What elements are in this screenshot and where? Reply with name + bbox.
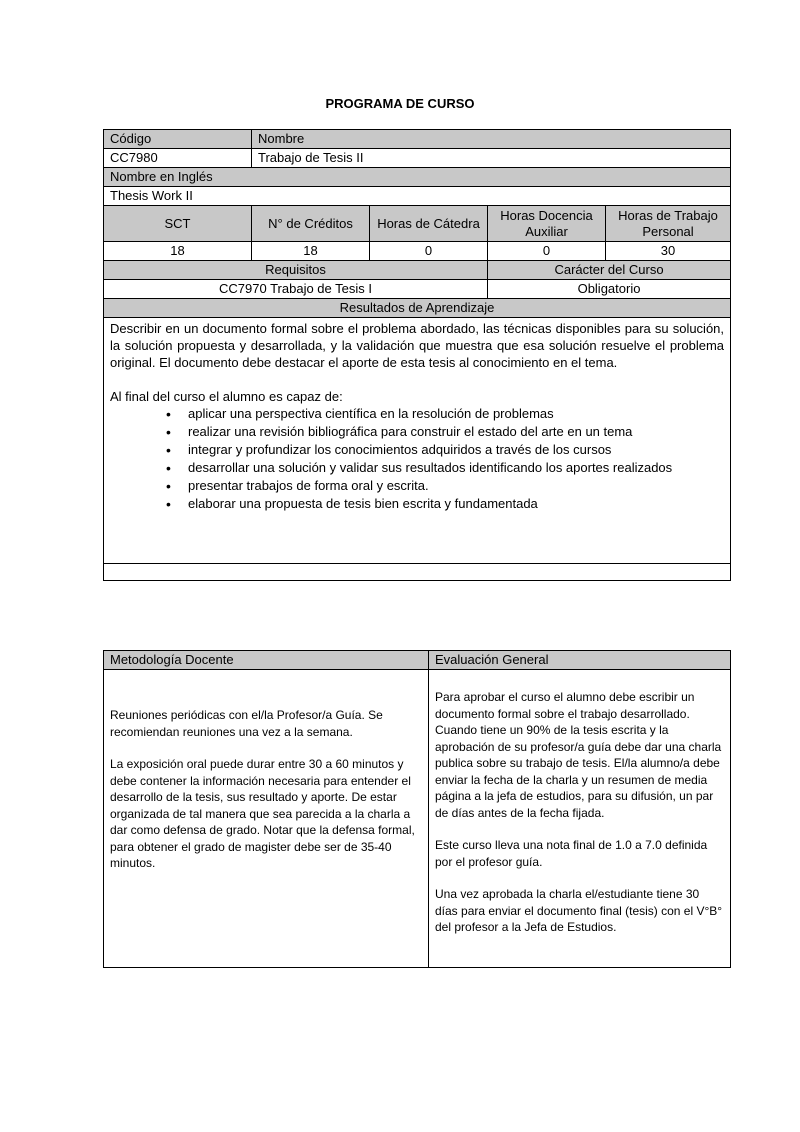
col-header-aux-hours: Horas Docencia Auxiliar <box>488 206 606 242</box>
character-value: Obligatorio <box>488 280 731 299</box>
value-credits: 18 <box>252 242 370 261</box>
list-item: • presentar trabajos de forma oral y escrita. <box>188 477 724 495</box>
methodology-body <box>104 670 429 968</box>
learning-intro: Al final del curso el alumno es capaz de: <box>110 389 343 404</box>
evaluation-body <box>429 670 731 968</box>
value-personal-hours: 30 <box>606 242 731 261</box>
learning-description: Describir en un documento formal sobre el problema abordado, las técnicas disponibles para su solución, la solución propuesta y desarrollada, y la validación que muestra que esa solución resuelve el problema original. El documento debe destacar el aporte de esta tesis al conocimiento en el tema. <box>110 321 725 370</box>
name-header: Nombre <box>252 130 731 149</box>
methodology-paragraph-1: Reuniones periódicas con el/la Profesor/a Guía. Se recomiendan reuniones una vez a la semana. <box>110 708 383 739</box>
evaluation-paragraph-1: Para aprobar el curso el alumno debe escribir un documento formal sobre el trabajo desarrollado. Cuando tiene un 90% de la tesis escrita y la aprobación de su profesor/a guía debe dar una charla publica sobre su trabajo de tesis. El/la alumno/a debe enviar la fecha de la charla y un resumen de media página a la jefa de estudios, para su difusión, un par de días antes de la fecha fijada. <box>435 690 722 820</box>
learning-outcomes-header: Resultados de Aprendizaje <box>104 299 731 318</box>
value-sct: 18 <box>104 242 252 261</box>
col-header-personal-hours: Horas de Trabajo Personal <box>606 206 731 242</box>
english-name-header: Nombre en Inglés <box>104 168 731 187</box>
methodology-paragraph-2: La exposición oral puede durar entre 30 a 60 minutos y debe contener la información necesaria para entender el desarrollo de la tesis, sus resultado y aporte. De estar organizada de tal manera que sea parecida a la charla a dar como defensa de grado. Notar que la defensa formal, para obtener el grado de magister debe ser de 35-40 minutos. <box>110 757 415 870</box>
course-info-table <box>103 129 731 581</box>
requirements-header: Requisitos <box>104 261 488 280</box>
evaluation-paragraph-3: Una vez aprobada la charla el/estudiante tiene 30 días para enviar el documento final (tesis) con el V°B° del profesor a la Jefa de Estudios. <box>435 887 723 934</box>
value-lecture-hours: 0 <box>370 242 488 261</box>
methodology-header: Metodología Docente <box>104 651 429 670</box>
col-header-sct: SCT <box>104 206 252 242</box>
evaluation-header: Evaluación General <box>429 651 731 670</box>
value-aux-hours: 0 <box>488 242 606 261</box>
list-item: • realizar una revisión bibliográfica para construir el estado del arte en un tema <box>188 423 724 441</box>
code-header: Código <box>104 130 252 149</box>
methodology-evaluation-table <box>103 650 731 968</box>
evaluation-paragraph-2: Este curso lleva una nota final de 1.0 a 7.0 definida por el profesor guía. <box>435 838 708 869</box>
list-item: • aplicar una perspectiva científica en la resolución de problemas <box>188 405 724 423</box>
col-header-credits: N° de Créditos <box>252 206 370 242</box>
course-code: CC7980 <box>104 149 252 168</box>
list-item: • desarrollar una solución y validar sus resultados identificando los aportes realizados <box>188 459 724 477</box>
requirements-value: CC7970 Trabajo de Tesis I <box>104 280 488 299</box>
page-title: PROGRAMA DE CURSO <box>325 96 475 111</box>
outcomes-list <box>110 405 724 513</box>
learning-outcomes-body <box>104 318 731 564</box>
list-item: • elaborar una propuesta de tesis bien escrita y fundamentada <box>188 495 724 513</box>
character-header: Carácter del Curso <box>488 261 731 280</box>
list-item: • integrar y profundizar los conocimientos adquiridos a través de los cursos <box>188 441 724 459</box>
course-name: Trabajo de Tesis II <box>252 149 731 168</box>
english-name: Thesis Work II <box>104 187 731 206</box>
col-header-lecture-hours: Horas de Cátedra <box>370 206 488 242</box>
empty-row <box>104 564 731 581</box>
